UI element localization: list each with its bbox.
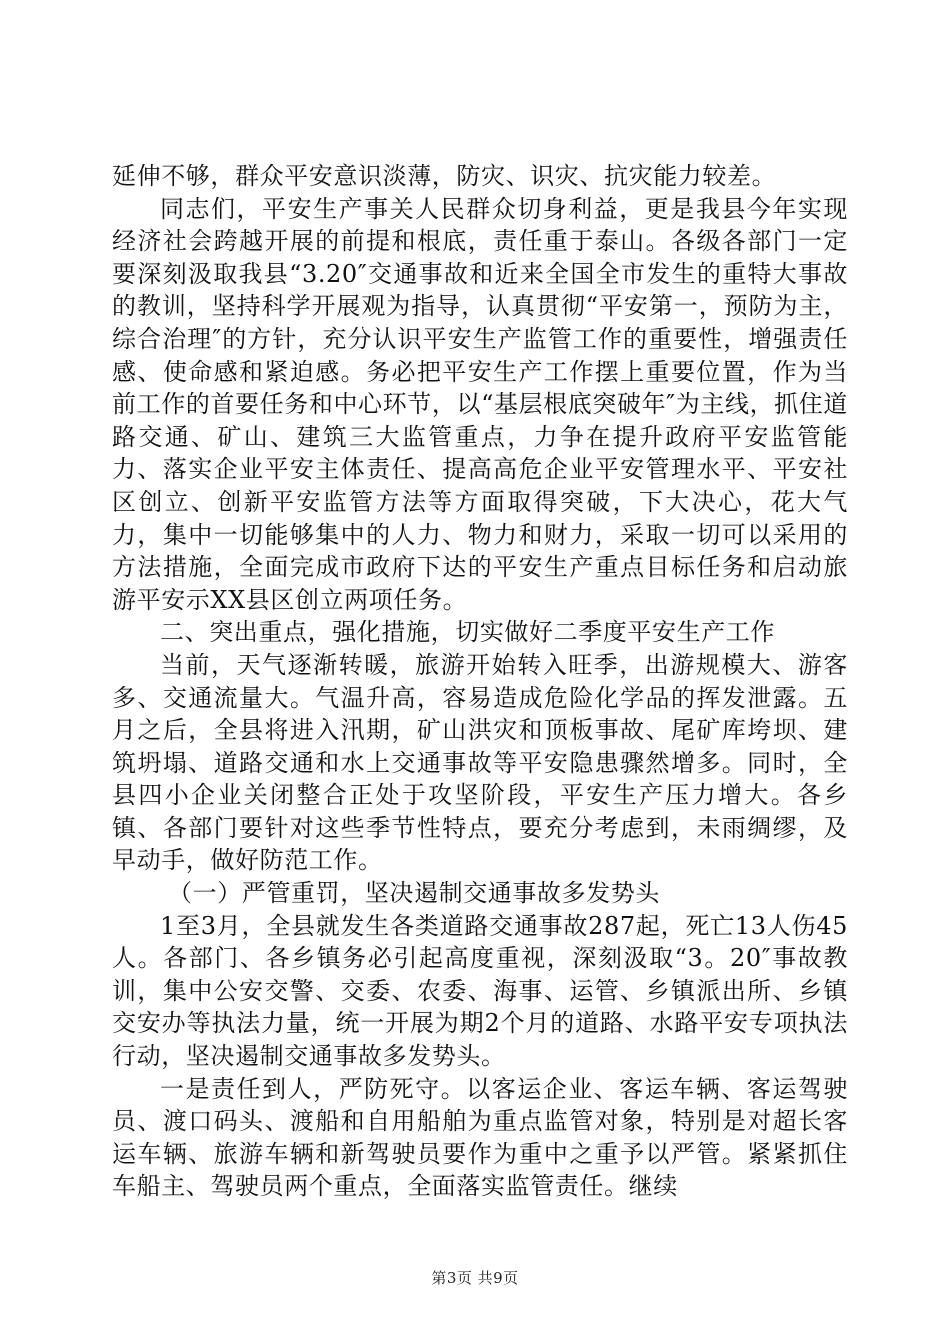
section-heading-2: 二、突出重点，强化措施，切实做好二季度平安生产工作 (160, 618, 775, 647)
paragraph-responsibility: 同志们，平安生产事关人民群众切身利益，更是我县今年实现经济社会跨越开展的前提和根底，责任重于泰山。各级各部门一定要深刻汲取我县“3.20″交通事故和近来全国全市发生的重特大事故的教训，坚持科学开展观为指导，认真贯彻“平安第一，预防为主，综合治理″的方针，充分认识平安生产监管工作的重要性，增强责任感、使命感和紧迫感。务必把平安生产工作摆上重要位置，作为当前工作的首要任务和中心环节，以“基层根底突破年″为主线，抓住道路交通、矿山、建筑三大监管重点，力争在提升政府平安监管能力、落实企业平安主体责任、提高高危企业平安管理水平、平安社区创立、创新平安监管方法等方面取得突破，下大决心，花大气力，集中一切能够集中的人力、物力和财力，采取一切可以采用的方法措施，全面完成市政府下达的平安生产重点目标任务和启动旅游平安示XX县区创立两项任务。 (112, 194, 848, 614)
paragraph-seasonal-risks: 当前，天气逐渐转暖，旅游开始转入旺季，出游规模大、游客多、交通流量大。气温升高，容易造成危险化学品的挥发泄露。五月之后，全县将进入汛期，矿山洪灾和顶板事故、尾矿库垮坝、建筑坍塌、道路交通和水上交通事故等平安隐患骤然增多。同时，全县四小企业关闭整合正处于攻坚阶段，平安生产压力增大。各乡镇、各部门要针对这些季节性特点，要充分考虑到，未雨绸缪，及早动手，做好防范工作。 (112, 650, 848, 875)
paragraph-traffic-statistics: 1至3月，全县就发生各类道路交通事故287起，死亡13人伤45人。各部门、各乡镇务必引起高度重视，深刻汲取“3。20″事故教训，集中公安交警、交委、农委、海事、运管、乡镇派出所、乡镇交安办等执法力量，统一开展为期2个月的道路、水路平安专项执法行动，坚决遏制交通事故多发势头。 (112, 911, 848, 1071)
page-number: 第3页 共9页 (431, 1269, 519, 1287)
page-footer (0, 1267, 950, 1288)
subsection-heading-1: （一）严管重罚，坚决遏制交通事故多发势头 (168, 879, 660, 908)
paragraph-continuation: 延伸不够，群众平安意识淡薄，防灾、识灾、抗灾能力较差。 (112, 162, 777, 190)
document-body (112, 160, 848, 1203)
paragraph-responsibility-measures: 一是责任到人，严防死守。以客运企业、客运车辆、客运驾驶员、渡口码头、渡船和自用船舶为重点监管对象，特别是对超长客运车辆、旅游车辆和新驾驶员要作为重中之重予以严管。紧紧抓住车船主、驾驶员两个重点，全面落实监管责任。继续 (112, 1074, 848, 1201)
